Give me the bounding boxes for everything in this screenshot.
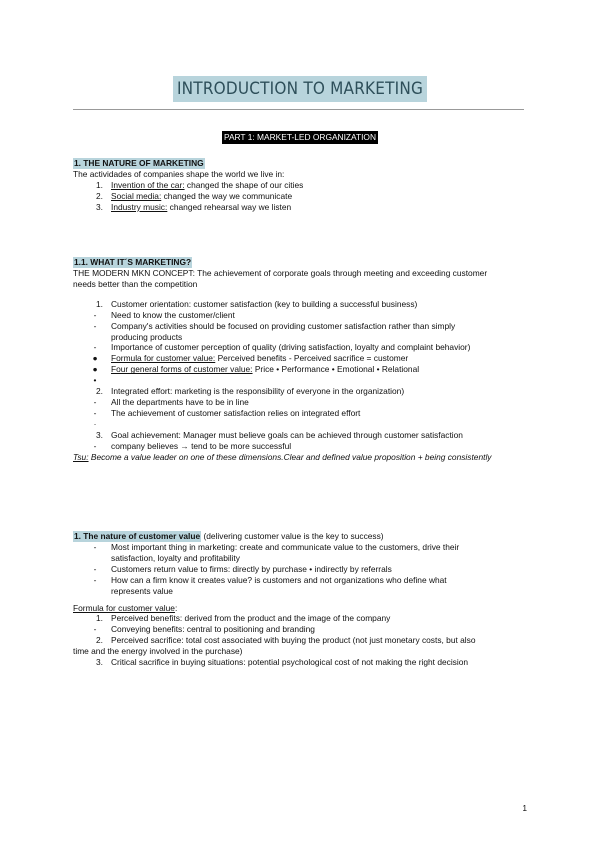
dash-item: - Most important thing in marketing: create and communicate value to the customers, drive their [93, 541, 460, 552]
dash-item: - Conveying benefits: central to positioning and branding [93, 624, 315, 635]
dash-item: satisfaction, loyalty and profitability [111, 552, 240, 563]
bullet-item: ● Formula for customer value: Perceived benefits - Perceived sacrifice = customer [92, 353, 409, 364]
page-number: 1 [522, 803, 527, 813]
dash-item: - Customers return value to firms: directly by purchase • indirectly by referrals [93, 563, 392, 574]
dash-item: represents value [111, 585, 173, 596]
list-item: 2. Social media: changed the way we communicate [96, 190, 293, 201]
section-intro: The actividades of companies shape the world we live in: [73, 168, 285, 179]
dash-item: producing products [111, 331, 183, 342]
dash-item: · [93, 418, 97, 429]
bullet-item: • [93, 375, 97, 386]
part-heading: PART 1: MARKET-LED ORGANIZATION [223, 132, 376, 142]
list-item: 1. Customer orientation: customer satisfaction (key to building a successful business) [96, 298, 418, 309]
dash-item: - company believes → tend to be more successful [93, 440, 292, 451]
continuation-line: time and the energy involved in the purchase) [73, 646, 243, 657]
section-heading: 1. THE NATURE OF MARKETING [74, 158, 204, 168]
list-item: 3. Critical sacrifice in buying situations: potential psychological cost of not making the right decision [96, 657, 469, 668]
dash-item: - Importance of customer perception of quality (driving satisfaction, loyalty and complaint behavior) [93, 342, 471, 353]
bullet-item: ● Four general forms of customer value: Price • Performance • Emotional • Relational [92, 364, 420, 375]
dash-item: - How can a firm know it creates value? is customers and not organizations who define what [93, 574, 447, 585]
section-heading: 1.1. WHAT IT´S MARKETING? [74, 257, 192, 267]
part-wrap [0, 131, 600, 144]
concept-line: needs better than the competition [73, 278, 198, 289]
dash-item: - Company's activities should be focused on providing customer satisfaction rather than simply [93, 320, 456, 331]
dash-item: - Need to know the customer/client [93, 309, 235, 320]
concept-line: THE MODERN MKN CONCEPT: The achievement of corporate goals through meeting and exceeding customer [73, 267, 488, 278]
title-wrap [0, 76, 600, 102]
list-item: 3. Goal achievement: Manager must believe goals can be achieved through customer satisfaction [96, 429, 463, 440]
document-title: INTRODUCTION TO MARKETING [173, 76, 427, 102]
tip-line: Tsu: Become a value leader on one of these dimensions.Clear and defined value proposition + being consistently [73, 451, 492, 462]
section-what-marketing [73, 257, 528, 463]
list-item: 2. Integrated effort: marketing is the responsibility of everyone in the organization) [96, 386, 405, 397]
title-divider [73, 109, 524, 110]
section-nature [73, 158, 528, 213]
section-heading: 1. The nature of customer value [74, 531, 201, 541]
list-item: 3. Industry music: changed rehearsal way we listen [96, 201, 292, 212]
list-item: 1. Perceived benefits: derived from the product and the image of the company [96, 613, 391, 624]
section-customer-value: 1. The nature of customer value (delivering customer value is the key to success) - Most important thing in marketing: create and communicate value to the customers, drive their satisfaction, loyalty and profitability - Customers return value to firms: directly by purchase • indirectly by referrals - How can a firm know it creates value? is customers and not organizations who define what represents value Formula for customer value: 1. Perceived benefits: derived from the product and the image of the company - Conveying benefits: central to positioning and branding 2. Perceived sacrifice: total cost associated with buying the product (not just monetary costs, but also time and the energy involved in the purchase) 3. Critical sacrifice in buying situations: potential psychological cost of not making the right decision [73, 531, 528, 668]
dash-item: - All the departments have to be in line [93, 397, 249, 408]
list-item: 1. Invention of the car: changed the shape of our cities [96, 179, 304, 190]
formula-heading: Formula for customer value: [73, 602, 178, 613]
list-item: 2. Perceived sacrifice: total cost associated with buying the product (not just monetary costs, but also [96, 635, 476, 646]
dash-item: - The achievement of customer satisfaction relies on integrated effort [93, 407, 361, 418]
